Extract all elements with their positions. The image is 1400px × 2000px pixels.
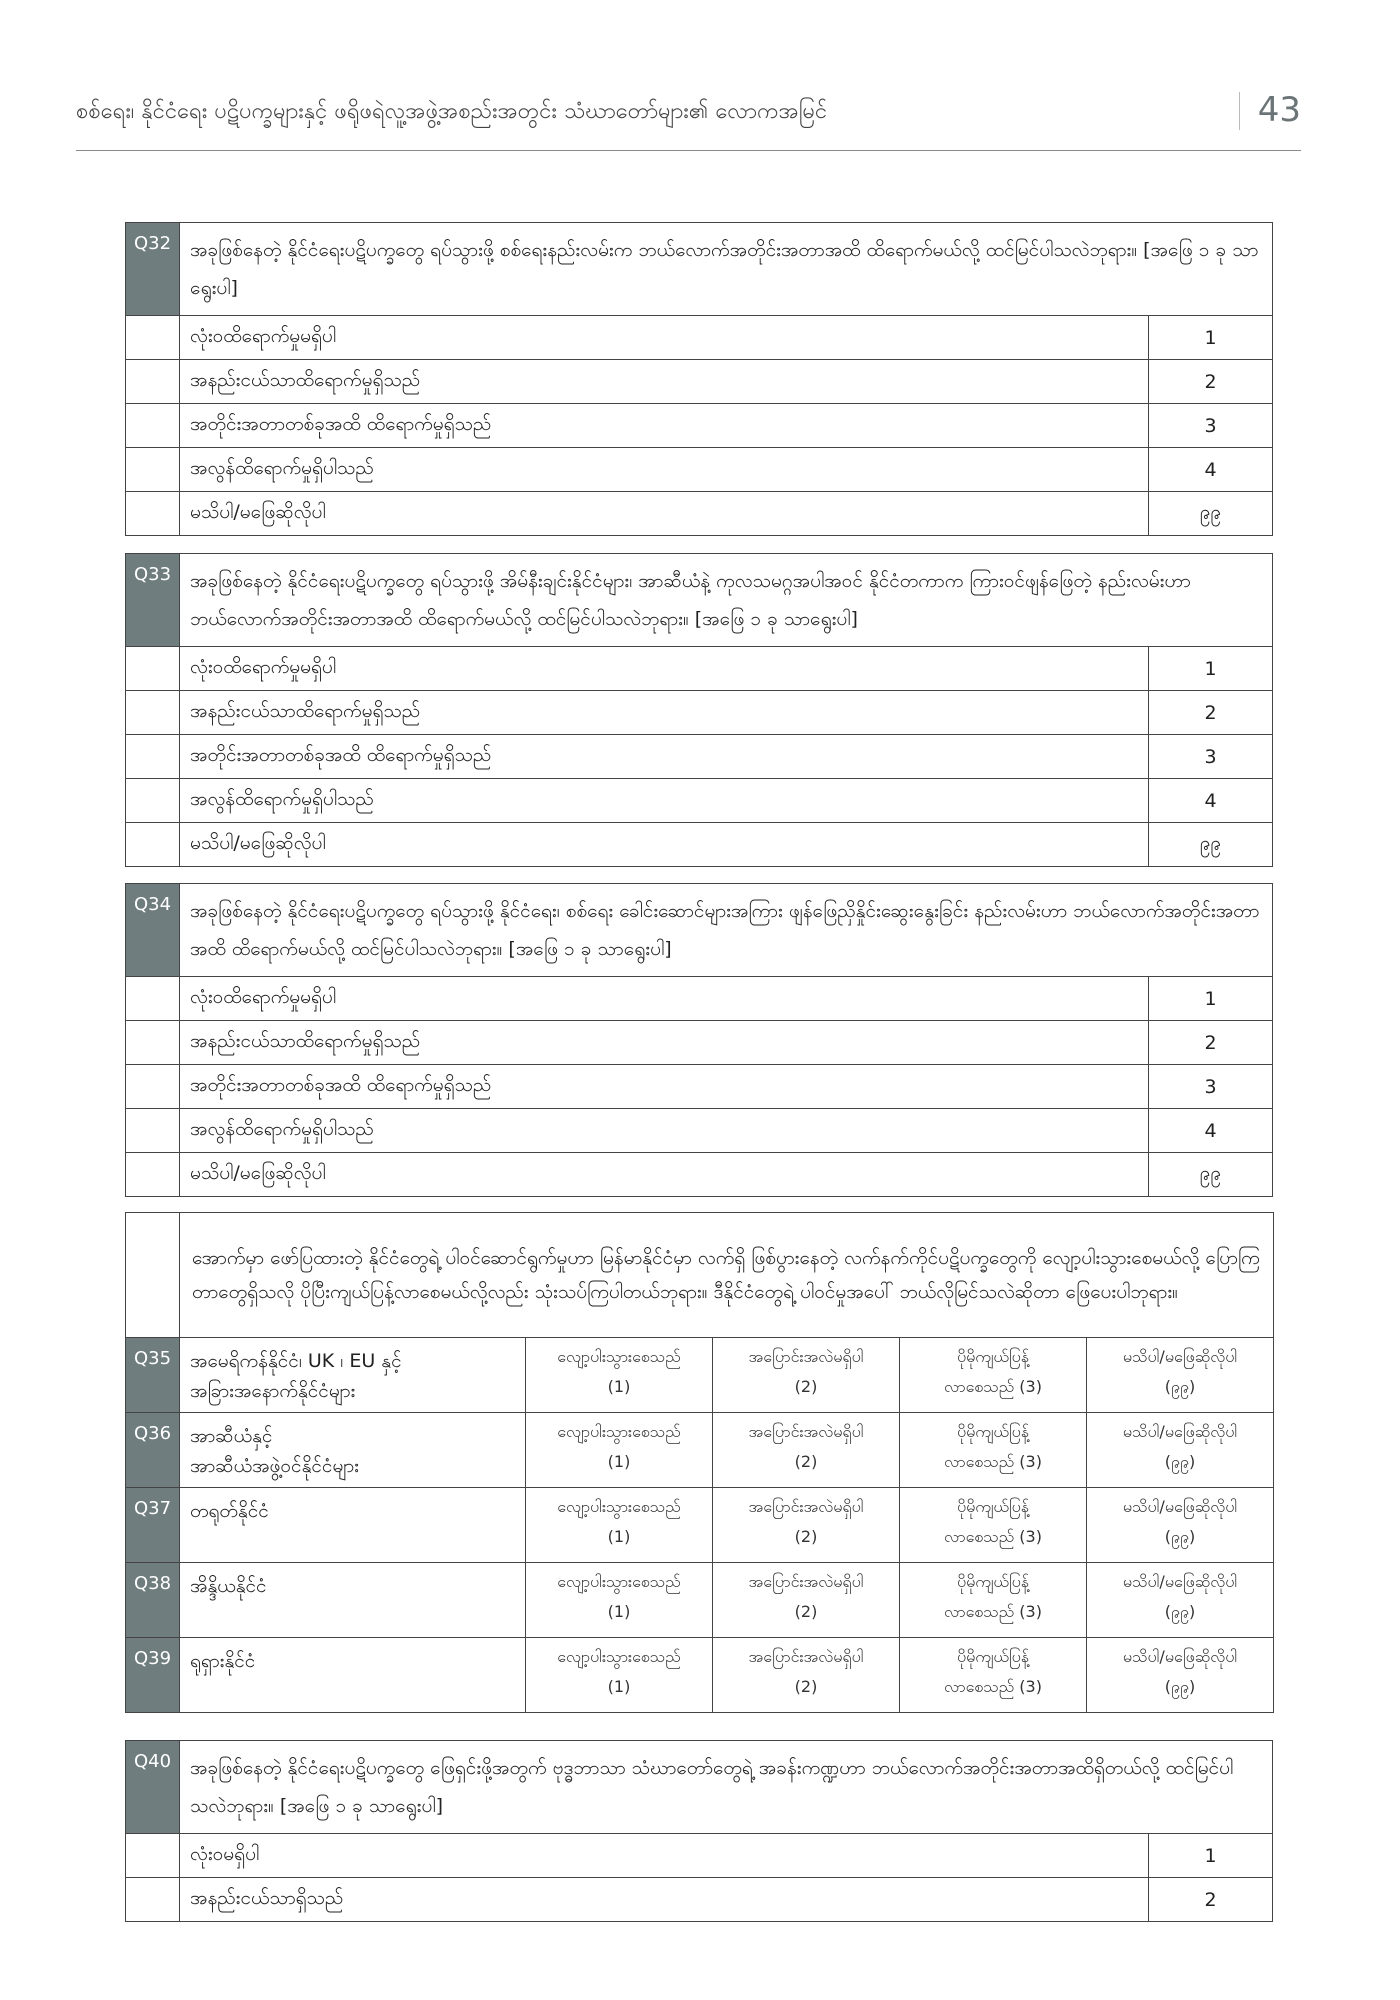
question-id: Q36	[126, 1413, 180, 1488]
question-id: Q39	[126, 1638, 180, 1713]
answer-row	[126, 492, 1273, 536]
option-cell: အပြောင်းအလဲမရှိပါ (2)	[713, 1413, 900, 1488]
page-header	[76, 92, 1301, 151]
question-q32	[125, 222, 1273, 536]
grid-row	[126, 1488, 1274, 1563]
option-cell: မသိပါ/မဖြေဆိုလိုပါ (၉၉)	[1087, 1413, 1274, 1488]
page-number: 43	[1257, 90, 1301, 130]
country-name: အိန္ဒိယနိုင်ငံ	[180, 1563, 526, 1638]
answer-row	[126, 1834, 1273, 1878]
answer-row	[126, 316, 1273, 360]
question-id: Q40	[126, 1741, 180, 1834]
option-cell: အပြောင်းအလဲမရှိပါ (2)	[713, 1563, 900, 1638]
answer-code: 3	[1149, 735, 1273, 779]
answer-code: 4	[1149, 779, 1273, 823]
header-divider	[1239, 92, 1240, 130]
answer-code: 3	[1148, 1065, 1272, 1109]
answer-label: လုံးဝမရှိပါ	[180, 1834, 1149, 1878]
question-id: Q35	[126, 1338, 180, 1413]
answer-label: မသိပါ/မဖြေဆိုလိုပါ	[180, 1153, 1149, 1197]
answer-row	[126, 404, 1273, 448]
answer-label: အတိုင်းအတာတစ်ခုအထိ ထိရောက်မှုရှိသည်	[180, 404, 1149, 448]
option-cell: လျော့ပါးသွားစေသည် (1)	[526, 1338, 713, 1413]
answer-code: 1	[1149, 1834, 1273, 1878]
question-id: Q34	[126, 884, 180, 977]
option-cell: လျော့ပါးသွားစေသည် (1)	[526, 1563, 713, 1638]
country-name: ရုရှားနိုင်ငံ	[180, 1638, 526, 1713]
option-cell: မသိပါ/မဖြေဆိုလိုပါ (၉၉)	[1087, 1563, 1274, 1638]
question-id: Q37	[126, 1488, 180, 1563]
option-cell: လျော့ပါးသွားစေသည် (1)	[526, 1413, 713, 1488]
answer-row	[126, 1065, 1273, 1109]
country-name: တရုတ်နိုင်ငံ	[180, 1488, 526, 1563]
answer-code: 2	[1148, 1021, 1272, 1065]
option-cell: ပိုမိုကျယ်ပြန့် လာစေသည် (3)	[900, 1563, 1087, 1638]
option-cell: ပိုမိုကျယ်ပြန့် လာစေသည် (3)	[900, 1488, 1087, 1563]
question-id: Q33	[126, 554, 180, 647]
running-title: စစ်ရေး၊ နိုင်ငံရေး ပဋိပက္ခများနှင့် ဖရိုဖရဲလူ့အဖွဲ့အစည်းအတွင်း သံဃာတော်များ၏ လောကအမြင်	[76, 99, 828, 124]
country-name: အာဆီယံနှင့် အာဆီယံအဖွဲ့ဝင်နိုင်ငံများ	[180, 1413, 526, 1488]
option-cell: မသိပါ/မဖြေဆိုလိုပါ (၉၉)	[1087, 1488, 1274, 1563]
question-text: အခုဖြစ်နေတဲ့ နိုင်ငံရေးပဋိပက္ခတွေ ရပ်သွားဖို့ အိမ်နီးချင်းနိုင်ငံများ၊ အာဆီယံနဲ့ ကုလသမဂ္ဂအပါအဝင် နိုင်ငံတကာက ကြားဝင်ဖျန်ဖြေတဲ့ နည်းလမ်းဟာ ဘယ်လောက်အတိုင်းအတာအထိ ထိရောက်မယ်လို့ ထင်မြင်ပါသလဲဘုရား။ [အဖြေ ၁ ခု သာရွေးပါ]	[180, 554, 1273, 647]
grid-row	[126, 1338, 1274, 1413]
answer-code: ၉၉	[1149, 492, 1273, 536]
option-cell: လျော့ပါးသွားစေသည် (1)	[526, 1488, 713, 1563]
question-q34	[125, 883, 1273, 1197]
answer-label: အတိုင်းအတာတစ်ခုအထိ ထိရောက်မှုရှိသည်	[180, 735, 1149, 779]
answer-label: အလွန်ထိရောက်မှုရှိပါသည်	[180, 448, 1149, 492]
answer-row	[126, 735, 1273, 779]
answer-label: လုံးဝထိရောက်မှုမရှိပါ	[180, 647, 1149, 691]
answer-row	[126, 823, 1273, 867]
answer-label: လုံးဝထိရောက်မှုမရှိပါ	[180, 316, 1149, 360]
answer-label: အနည်းငယ်သာရှိသည်	[180, 1878, 1149, 1922]
answer-row	[126, 360, 1273, 404]
answer-code: 1	[1148, 977, 1272, 1021]
option-cell: မသိပါ/မဖြေဆိုလိုပါ (၉၉)	[1087, 1638, 1274, 1713]
question-id: Q32	[126, 223, 180, 316]
question-text: အခုဖြစ်နေတဲ့ နိုင်ငံရေးပဋိပက္ခတွေ ဖြေရှင်းဖို့အတွက် ဗုဒ္ဓဘာသာ သံဃာတော်တွေရဲ့ အခန်းကဏ္ဍဟာ ဘယ်လောက်အတိုင်းအတာအထိရှိတယ်လို့ ထင်မြင်ပါသလဲဘုရား။ [အဖြေ ၁ ခု သာရွေးပါ]	[180, 1741, 1273, 1834]
answer-code: ၉၉	[1149, 823, 1273, 867]
answer-row	[126, 647, 1273, 691]
grid-row	[126, 1563, 1274, 1638]
answer-row	[126, 1109, 1273, 1153]
option-cell: အပြောင်းအလဲမရှိပါ (2)	[713, 1338, 900, 1413]
option-cell: ပိုမိုကျယ်ပြန့် လာစေသည် (3)	[900, 1638, 1087, 1713]
answer-row	[126, 1153, 1273, 1197]
answer-code: 1	[1149, 316, 1273, 360]
option-cell: ပိုမိုကျယ်ပြန့် လာစေသည် (3)	[900, 1413, 1087, 1488]
question-q40	[125, 1740, 1273, 1922]
answer-label: မသိပါ/မဖြေဆိုလိုပါ	[180, 823, 1149, 867]
answer-code: 2	[1149, 360, 1273, 404]
question-q33	[125, 553, 1273, 867]
answer-row	[126, 1021, 1273, 1065]
answer-code: 4	[1149, 448, 1273, 492]
option-cell: အပြောင်းအလဲမရှိပါ (2)	[713, 1638, 900, 1713]
question-id: Q38	[126, 1563, 180, 1638]
grid-intro-text: အောက်မှာ ဖော်ပြထားတဲ့ နိုင်ငံတွေရဲ့ ပါဝင်ဆောင်ရွက်မှုဟာ မြန်မာနိုင်ငံမှာ လက်ရှိ ဖြစ်ပွားနေတဲ့ လက်နက်ကိုင်ပဋိပက္ခတွေကို လျော့ပါးသွားစေမယ်လို့ ပြောကြတာတွေရှိသလို ပိုပြီးကျယ်ပြန့်လာစေမယ်လို့လည်း သုံးသပ်ကြပါတယ်ဘုရား။ ဒီနိုင်ငံတွေရဲ့ ပါဝင်မှုအပေါ် ဘယ်လိုမြင်သလဲဆိုတာ ဖြေပေးပါဘုရား။	[180, 1213, 1274, 1338]
answer-label: အလွန်ထိရောက်မှုရှိပါသည်	[180, 1109, 1149, 1153]
question-grid-q35-q39	[125, 1212, 1274, 1713]
answer-row	[126, 691, 1273, 735]
grid-row	[126, 1413, 1274, 1488]
answer-label: အလွန်ထိရောက်မှုရှိပါသည်	[180, 779, 1149, 823]
grid-row	[126, 1638, 1274, 1713]
answer-code: 2	[1149, 1878, 1273, 1922]
answer-row	[126, 448, 1273, 492]
answer-label: မသိပါ/မဖြေဆိုလိုပါ	[180, 492, 1149, 536]
answer-code: 1	[1149, 647, 1273, 691]
option-cell: ပိုမိုကျယ်ပြန့် လာစေသည် (3)	[900, 1338, 1087, 1413]
answer-label: အတိုင်းအတာတစ်ခုအထိ ထိရောက်မှုရှိသည်	[180, 1065, 1149, 1109]
option-cell: မသိပါ/မဖြေဆိုလိုပါ (၉၉)	[1087, 1338, 1274, 1413]
answer-row	[126, 1878, 1273, 1922]
country-name: အမေရိကန်နိုင်ငံ၊ UK ၊ EU နှင့် အခြားအနောက်နိုင်ငံများ	[180, 1338, 526, 1413]
option-cell: လျော့ပါးသွားစေသည် (1)	[526, 1638, 713, 1713]
answer-label: အနည်းငယ်သာထိရောက်မှုရှိသည်	[180, 1021, 1149, 1065]
answer-row	[126, 779, 1273, 823]
answer-label: အနည်းငယ်သာထိရောက်မှုရှိသည်	[180, 360, 1149, 404]
answer-label: လုံးဝထိရောက်မှုမရှိပါ	[180, 977, 1149, 1021]
answer-code: 3	[1149, 404, 1273, 448]
question-text: အခုဖြစ်နေတဲ့ နိုင်ငံရေးပဋိပက္ခတွေ ရပ်သွားဖို့ နိုင်ငံရေး၊ စစ်ရေး ခေါင်းဆောင်များအကြား ဖျန်ဖြေညှိနှိုင်းဆွေးနွေးခြင်း နည်းလမ်းဟာ ဘယ်လောက်အတိုင်းအတာအထိ ထိရောက်မယ်လို့ ထင်မြင်ပါသလဲဘုရား။ [အဖြေ ၁ ခု သာရွေးပါ]	[180, 884, 1273, 977]
answer-code: 4	[1148, 1109, 1272, 1153]
question-text: အခုဖြစ်နေတဲ့ နိုင်ငံရေးပဋိပက္ခတွေ ရပ်သွားဖို့ စစ်ရေးနည်းလမ်းက ဘယ်လောက်အတိုင်းအတာအထိ ထိရောက်မယ်လို့ ထင်မြင်ပါသလဲဘုရား။ [အဖြေ ၁ ခု သာရွေးပါ]	[180, 223, 1273, 316]
answer-code: 2	[1149, 691, 1273, 735]
option-cell: အပြောင်းအလဲမရှိပါ (2)	[713, 1488, 900, 1563]
answer-row	[126, 977, 1273, 1021]
answer-label: အနည်းငယ်သာထိရောက်မှုရှိသည်	[180, 691, 1149, 735]
answer-code: ၉၉	[1148, 1153, 1272, 1197]
